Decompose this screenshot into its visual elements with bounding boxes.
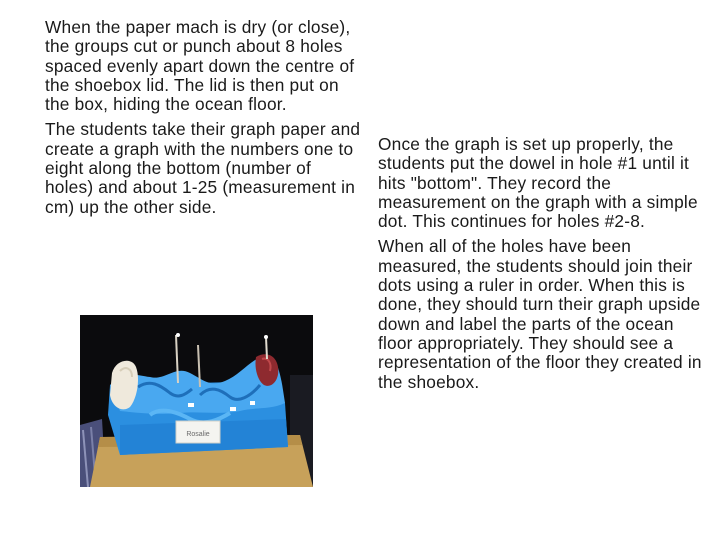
paragraph-graph-setup: The students take their graph paper and create a graph with the numbers one to eight along the bottom (number of holes) and about 1-25 (measurement in cm) up the other side. [45, 119, 361, 217]
paragraph-join-dots: When all of the holes have been measured, the students should join their dots using a ruler in order. When this is done, they should turn their graph upside down and label the parts of the ocean floor appropriately. They should see a representation of the floor they created in the shoebox. [378, 236, 702, 392]
ocean-floor-model-photo [80, 315, 313, 487]
paragraph-dowel-measurement: Once the graph is set up properly, the students put the dowel in hole #1 until it hits "bottom". They record the measurement on the graph with a simple dot. This continues for holes #2-8. [378, 134, 698, 232]
name-card [176, 421, 220, 443]
name-card-label: Rosalie [186, 431, 210, 438]
paragraph-paper-mache-holes: When the paper mach is dry (or close), the groups cut or punch about 8 holes spaced evenly apart down the centre of the shoebox lid. The lid is then put on the box, hiding the ocean floor. [45, 17, 355, 115]
right-text-column [378, 135, 708, 398]
left-text-column [45, 18, 363, 223]
